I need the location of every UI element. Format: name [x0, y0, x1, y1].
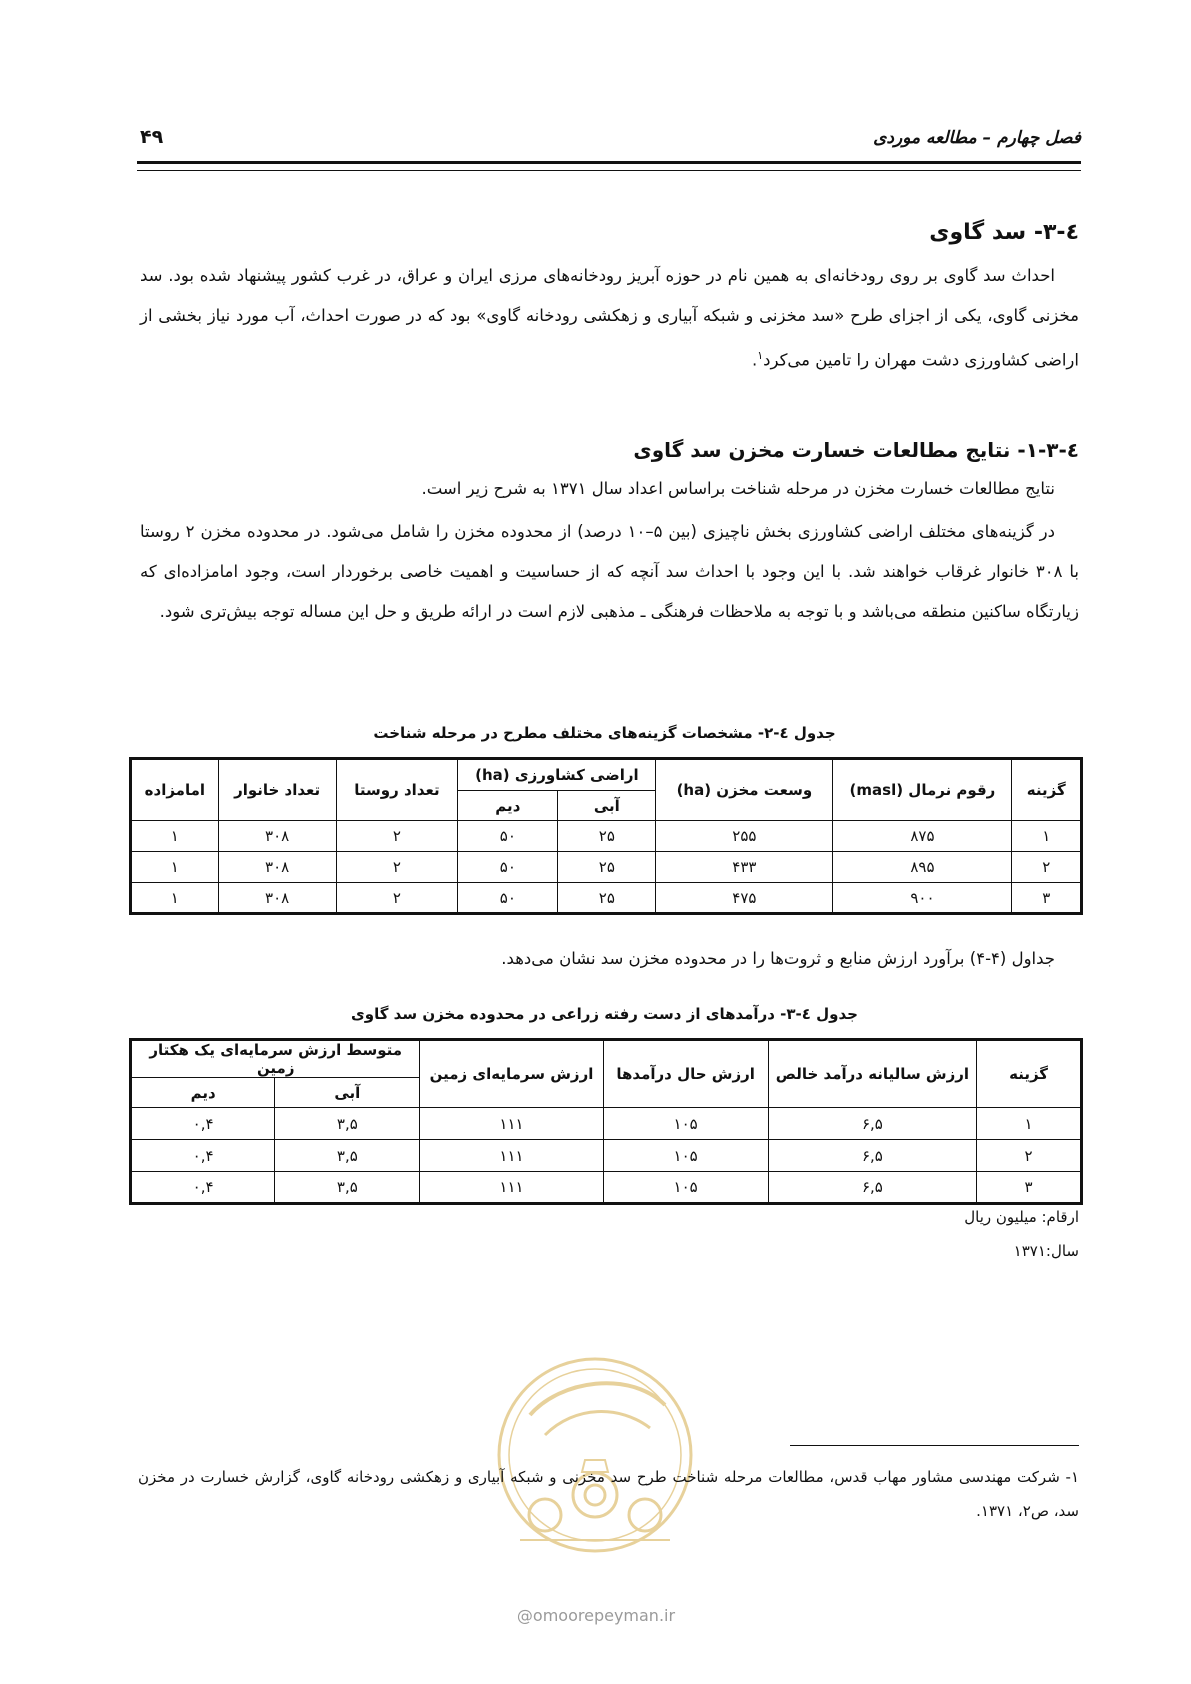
cell-irrigated: ۲۵: [558, 883, 656, 914]
cell-option: ۲: [1012, 852, 1082, 883]
cell-present-value: ۱۰۵: [603, 1140, 768, 1172]
cell-villages: ۲: [336, 883, 458, 914]
table1-caption: جدول ٤-٢- مشخصات گزینه‌های مختلف مطرح در مرحله شناخت: [373, 724, 836, 742]
cell-dryland: ۵۰: [458, 883, 558, 914]
table-row: [131, 883, 1082, 914]
subsection-paragraph-1: نتایج مطالعات خسارت مخزن در مرحله شناخت براساس اعداد سال ۱۳۷۱ به شرح زیر است.: [421, 479, 1055, 498]
cell-reservoir-area: ۲۵۵: [656, 821, 833, 852]
page-number: ۴۹: [140, 126, 164, 148]
section-paragraph: احداث سد گاوی بر روی رودخانه‌ای به همین نام در حوزه آبریز رودخانه‌های مرزی ایران و عراق، در غرب کشور پیشنهاد شده بود. سد مخزنی گاوی، یکی از اجزای طرح «سد مخزنی و شبکه آبیاری و زهکشی رودخانه گاوی» بود که در صورت احداث، آب مورد نیاز بخشی از اراضی کشاورزی دشت مهران را تامین می‌کرد$^۱$.: [140, 266, 1079, 370]
cell-shrine: ۱: [131, 852, 219, 883]
th-reservoir-area: وسعت مخزن (ha): [656, 759, 833, 821]
table-row: [131, 1140, 1082, 1172]
th-option: گزینه: [977, 1040, 1082, 1108]
cell-households: ۳۰۸: [218, 852, 336, 883]
table2-caption: جدول ٤-٣- درآمدهای از دست رفته زراعی در محدوده مخزن سد گاوی: [351, 1005, 858, 1023]
watermark-logo: [490, 1310, 700, 1600]
cell-land-capital: ۱۱۱: [420, 1108, 603, 1140]
cell-shrine: ۱: [131, 883, 219, 914]
chapter-title: فصل چهارم – مطالعه موردی: [873, 128, 1081, 148]
cell-option: ۳: [977, 1172, 1082, 1204]
watermark-url: @omoorepeyman.ir: [516, 1606, 676, 1625]
th-avg-capital: متوسط ارزش سرمایه‌ای یک هکتار زمین: [131, 1040, 420, 1078]
table-row: [131, 821, 1082, 852]
between-tables-text: جداول (۴-۴) برآورد ارزش منابع و ثروت‌ها را در محدوده مخزن سد نشان می‌دهد.: [501, 949, 1055, 968]
footnote-reference: ۱: [757, 349, 764, 362]
cell-reservoir-area: ۴۳۳: [656, 852, 833, 883]
footnote: ۱- شرکت مهندسی مشاور مهاب قدس، مطالعات مرحله شناخت طرح سد مخزنی و شبکه آبیاری و زهکشی رودخانه گاوی، گزارش خسارت در مخزن سد، ص۲، ۱۳۷۱.: [138, 1468, 1079, 1520]
cell-option: ۱: [1012, 821, 1082, 852]
cell-annual-income: ۶,۵: [768, 1172, 976, 1204]
cell-land-capital: ۱۱۱: [420, 1172, 603, 1204]
th-irrigated: آبی: [558, 791, 656, 821]
cell-land-capital: ۱۱۱: [420, 1140, 603, 1172]
cell-dryland: ۵۰: [458, 821, 558, 852]
cell-irrigated: ۲۵: [558, 852, 656, 883]
th-households: تعداد خانوار: [218, 759, 336, 821]
th-dryland: دیم: [131, 1078, 275, 1108]
th-villages: تعداد روستا: [336, 759, 458, 821]
options-table: [129, 757, 1083, 915]
cell-normal-level: ۸۹۵: [833, 852, 1012, 883]
footnote-rule: [790, 1445, 1079, 1446]
unit-note: ارقام: میلیون ریال: [964, 1208, 1079, 1226]
cell-households: ۳۰۸: [218, 883, 336, 914]
th-agri-land: اراضی کشاورزی (ha): [458, 759, 656, 791]
table-row: [131, 852, 1082, 883]
cell-present-value: ۱۰۵: [603, 1108, 768, 1140]
cell-irrigated: ۳,۵: [275, 1140, 420, 1172]
cell-villages: ۲: [336, 821, 458, 852]
th-dryland: دیم: [458, 791, 558, 821]
th-normal-level: رقوم نرمال (masl): [833, 759, 1012, 821]
th-annual-income: ارزش سالیانه درآمد خالص: [768, 1040, 976, 1108]
table-row: [131, 1108, 1082, 1140]
th-present-value: ارزش حال درآمدها: [603, 1040, 768, 1108]
section-heading: ٤-٣- سد گاوی: [929, 220, 1079, 245]
cell-dryland: ۵۰: [458, 852, 558, 883]
cell-irrigated: ۲۵: [558, 821, 656, 852]
cell-normal-level: ۹۰۰: [833, 883, 1012, 914]
cell-annual-income: ۶,۵: [768, 1140, 976, 1172]
subsection-heading: ٤-٣-١- نتایج مطالعات خسارت مخزن سد گاوی: [633, 438, 1079, 462]
subsection-paragraph-2: در گزینه‌های مختلف اراضی کشاورزی بخش ناچیزی (بین ۵–۱۰ درصد) از محدوده مخزن را شامل می‌شود. در محدوده مخزن ۲ روستا با ۳۰۸ خانوار غرقاب خواهند شد. با این وجود با احداث سد آنچه که از حساسیت و اهمیت خاصی برخوردار است، وجود امامزاده‌ای که زیارتگاه ساکنین منطقه می‌باشد و با توجه به ملاحظات فرهنگی ـ مذهبی لازم است در ارائه طریق و حل این مساله توجه بیش‌تری شود.: [140, 522, 1079, 621]
table-row: [131, 1172, 1082, 1204]
cell-option: ۱: [977, 1108, 1082, 1140]
cell-dryland: ۰,۴: [131, 1140, 275, 1172]
cell-normal-level: ۸۷۵: [833, 821, 1012, 852]
th-option: گزینه: [1012, 759, 1082, 821]
section-paragraph-text: احداث سد گاوی بر روی رودخانه‌ای به همین نام در حوزه آبریز رودخانه‌های مرزی ایران و عراق، در غرب کشور پیشنهاد شده بود. سد مخزنی گاوی، یکی از اجزای طرح «سد مخزنی و شبکه آبیاری و زهکشی رودخانه گاوی» بود که در صورت احداث، آب مورد نیاز بخشی از اراضی کشاورزی دشت مهران را تامین می‌کرد: [140, 266, 1079, 370]
lost-income-table: [129, 1038, 1083, 1205]
th-land-capital: ارزش سرمایه‌ای زمین: [420, 1040, 603, 1108]
cell-villages: ۲: [336, 852, 458, 883]
header-rule: [137, 161, 1081, 171]
cell-reservoir-area: ۴۷۵: [656, 883, 833, 914]
cell-dryland: ۰,۴: [131, 1172, 275, 1204]
cell-irrigated: ۳,۵: [275, 1172, 420, 1204]
cell-irrigated: ۳,۵: [275, 1108, 420, 1140]
th-shrine: امامزاده: [131, 759, 219, 821]
cell-present-value: ۱۰۵: [603, 1172, 768, 1204]
cell-dryland: ۰,۴: [131, 1108, 275, 1140]
th-irrigated: آبی: [275, 1078, 420, 1108]
cell-shrine: ۱: [131, 821, 219, 852]
cell-annual-income: ۶,۵: [768, 1108, 976, 1140]
cell-option: ۳: [1012, 883, 1082, 914]
year-note: سال:۱۳۷۱: [1013, 1242, 1079, 1260]
cell-households: ۳۰۸: [218, 821, 336, 852]
cell-option: ۲: [977, 1140, 1082, 1172]
